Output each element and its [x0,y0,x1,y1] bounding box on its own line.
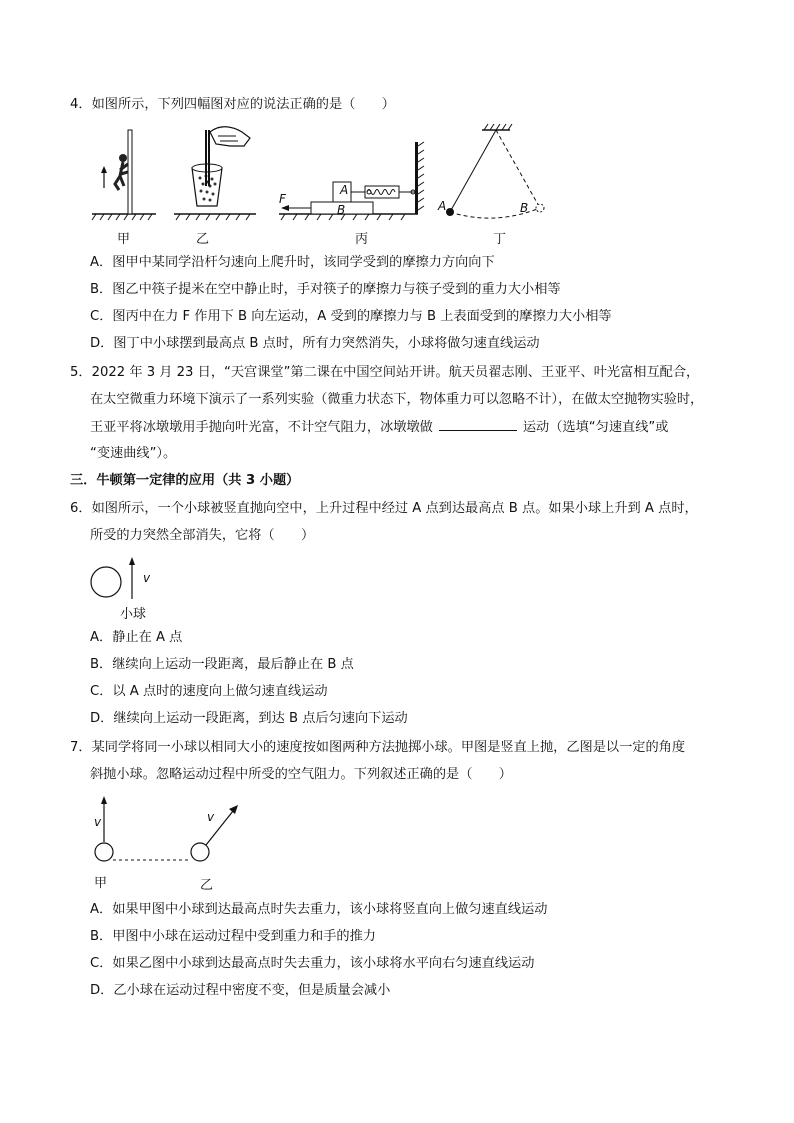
q4-figure-bing [275,140,425,226]
q6-fig-label: 小球 [120,607,147,622]
q5-line3 [90,418,668,437]
q6-line2: 所受的力突然全部消失，它将（ ） [90,528,315,543]
q7-fig-velocity-yi: v [207,810,215,824]
q7-option-a: A．如果甲图中小球到达最高点时失去重力，该小球将竖直向上做匀速直线运动 [90,902,548,917]
q4-option-d: D．图丁中小球摆到最高点 B 点时，所有力突然消失，小球将做匀速直线运动 [90,336,540,351]
q7-fig-velocity-jia: v [94,815,102,829]
q7-fig-label-yi: 乙 [200,878,214,893]
q6-option-a: A．静止在 A 点 [90,630,183,645]
q4-fig-label-ding: 丁 [493,232,507,247]
q4-fig-label-yi: 乙 [196,232,210,247]
q6-option-c: C．以 A 点时的速度向上做匀速直线运动 [90,684,328,699]
q4-fig4-letter-a: A [438,199,447,213]
q4-fig3-letter-b: B [337,203,346,217]
q4-option-a: A．图甲中某同学沿杆匀速向上爬升时，该同学受到的摩擦力方向向下 [90,255,495,270]
q4-figure-ding [432,122,552,226]
q5-line2: 在太空微重力环境下演示了一系列实验（微重力状态下，物体重力可以忽略不计），在做太空抛物实验时， [90,392,704,407]
q4-fig3-letter-f: F [279,192,286,206]
q4-fig4-letter-b: B [520,201,529,215]
q6-option-d: D．继续向上运动一段距离，到达 B 点后匀速向下运动 [90,711,408,726]
q5-line3-text-a: 王亚平将冰墩墩用手抛向叶光富，不计空气阻力，冰墩墩做 [90,420,433,435]
q4-option-c: C．图丙中在力 F 作用下 B 向左运动，A 受到的摩擦力与 B 上表面受到的摩擦力大小相等 [90,309,612,324]
q4-stem: 4．如图所示，下列四幅图对应的说法正确的是（ ） [70,97,395,112]
q7-line1: 7．某同学将同一小球以相同大小的速度按如图两种方法抛掷小球。甲图是竖直上抛，乙图是以一定的角度 [70,740,686,755]
section-title: 三．牛顿第一定律的应用（共 3 小题） [70,473,300,488]
q7-option-b: B．甲图中小球在运动过程中受到重力和手的推力 [90,929,376,944]
q6-option-b: B．继续向上运动一段距离，最后静止在 B 点 [90,657,354,672]
q4-fig3-letter-a: A [340,183,349,197]
q7-option-d: D．乙小球在运动过程中密度不变，但是质量会减小 [90,983,391,998]
q7-fig-label-jia: 甲 [94,876,108,891]
q4-fig-label-bing: 丙 [355,232,369,247]
q4-option-b: B．图乙中筷子提米在空中静止时，手对筷子的摩擦力与筷子受到的重力大小相等 [90,282,561,297]
q4-figure-jia [88,126,160,226]
q4-fig-label-jia: 甲 [117,232,131,247]
q7-line2: 斜抛小球。忽略运动过程中所受的空气阻力。下列叙述正确的是（ ） [90,767,512,782]
q7-option-c: C．如果乙图中小球到达最高点时失去重力，该小球将水平向右匀速直线运动 [90,956,535,971]
q5-line4: “变速曲线”）。 [90,446,177,461]
q7-figure [88,794,248,866]
q6-line1: 6．如图所示，一个小球被竖直抛向空中，上升过程中经过 A 点到达最高点 B 点。如果小球上升到 A 点时， [70,501,698,516]
q6-fig-velocity: v [143,571,151,585]
q4-figure-yi [170,124,260,226]
q5-line1: 5．2022 年 3 月 23 日，“天宫课堂”第二课在中国空间站开讲。航天员翟志刚、王亚平、叶光富相互配合， [70,365,700,380]
q5-line3-text-b: 运动（选填“匀速直线”或 [522,420,669,435]
answer-blank[interactable] [439,418,517,431]
